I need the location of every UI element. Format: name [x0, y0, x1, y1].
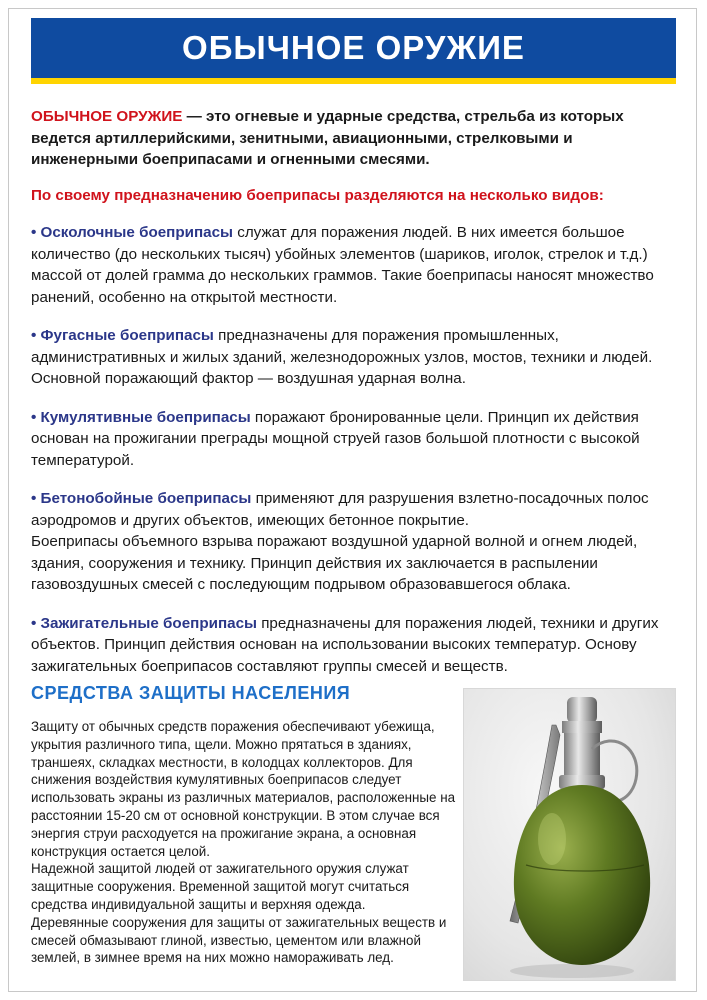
- intro-paragraph: [31, 106, 673, 171]
- ammo-item-high-explosive: [31, 325, 673, 390]
- title-banner: [31, 18, 676, 84]
- ammo-description: применяют для разрушения взлетно-посадочных полос аэродромов и других объектов, имеющих бетонное покрытие.: [31, 490, 649, 529]
- protection-paragraph: Защиту от обычных средств поражения обеспечивают убежища, укрытия различного типа, щели. Можно прятаться в зданиях, траншеях, складках местности, в колодцах коллекторов. Для снижения воздействия кумулятивных боеприпасов следует использовать экраны из различных материалов, расположенные на расстоянии 15-20 см от основной конструкции. В этом случае вся энергия струи расходуется на прожигание экрана, а основная конструкция остается целой.: [31, 719, 456, 859]
- ammo-item-concrete-piercing: [31, 488, 673, 596]
- ammo-name: • Осколочные боеприпасы: [31, 224, 233, 241]
- volumetric-explosion-text: Боеприпасы объемного взрыва поражают воздушной ударной волной и огнем людей, здания, сооружения и технику. Принцип действия их заключается в распылении газовоздушных смесей с последующим подрывом образовавшегося облака.: [31, 533, 638, 593]
- grenade-photo: [463, 688, 676, 981]
- ammo-item-cumulative: [31, 407, 673, 472]
- ammo-name: • Фугасные боеприпасы: [31, 327, 214, 344]
- ammo-item-incendiary: [31, 613, 673, 678]
- ammo-name: • Кумулятивные боеприпасы: [31, 408, 251, 426]
- ammo-name: • Зажигательные боеприпасы: [31, 614, 257, 632]
- grenade-icon: [464, 689, 675, 980]
- ammo-description: предназначены для поражения людей, техники и других объектов. Принцип действия основан на использовании высоких температур. Основу зажигательных боеприпасов составляют группы смесей и веществ.: [31, 614, 659, 675]
- intro-term: ОБЫЧНОЕ ОРУЖИЕ: [31, 108, 183, 125]
- ammo-name: • Бетонобойные боеприпасы: [31, 490, 252, 507]
- ammo-description: служат для поражения людей. В них имеется большое количество (до нескольких тысяч) убойных элементов (шариков, иголок, стрелок и т.д.) массой от долей грамма до нескольких граммов. Такие боеприпасы наносят множество ранений, особенно на открытой местности.: [31, 224, 654, 306]
- page-title: ОБЫЧНОЕ ОРУЖИЕ: [182, 29, 525, 66]
- ammo-item-fragmentation: [31, 222, 673, 308]
- intro-text: — это огневые и ударные средства, стрельба из которых ведется артиллерийскими, зенитными, авиационными, стрелковыми и инженерными боеприпасами и огненными смесями.: [31, 108, 624, 168]
- protection-paragraph: Деревянные сооружения для защиты от зажигательных веществ и смесей обмазывают глиной, известью, цементом или влажной землей, в зимнее время на них можно намораживать лед.: [31, 914, 447, 966]
- protection-text: [31, 718, 461, 967]
- protection-paragraph: Надежной защитой людей от зажигательного оружия служат защитные сооружения. Временной защитой могут считаться средства индивидуальной защиты и верхняя одежда.: [31, 861, 410, 912]
- ammo-description: предназначены для поражения промышленных, административных и жилых зданий, железнодорожных узлов, мостов, техники и людей. Основной поражающий фактор — воздушная ударная волна.: [31, 327, 653, 387]
- main-content: [31, 106, 673, 694]
- protection-section-title: СРЕДСТВА ЗАЩИТЫ НАСЕЛЕНИЯ: [31, 683, 351, 703]
- ammo-types-subtitle: По своему предназначению боеприпасы разделяются на несколько видов:: [31, 186, 604, 204]
- ammo-description: поражают бронированные цели. Принцип их действия основан на прожигании преграды мощной струей газов большой плотности с высокой температурой.: [31, 408, 640, 469]
